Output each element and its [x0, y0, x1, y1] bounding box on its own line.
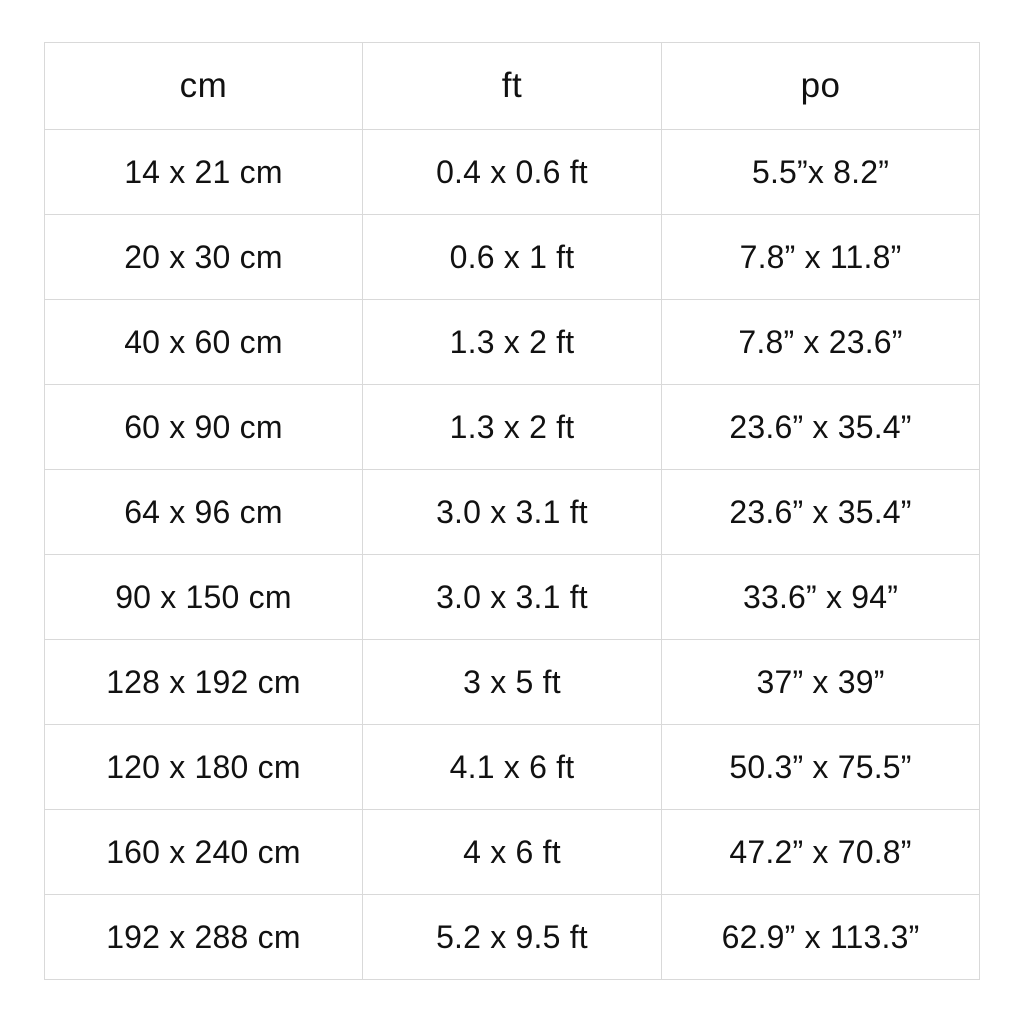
cell-po: 37” x 39” — [662, 640, 980, 725]
column-header-cm: cm — [45, 43, 363, 130]
cell-po: 62.9” x 113.3” — [662, 895, 980, 980]
cell-ft: 1.3 x 2 ft — [362, 385, 661, 470]
cell-po: 7.8” x 11.8” — [662, 215, 980, 300]
cell-cm: 40 x 60 cm — [45, 300, 363, 385]
table-row — [45, 640, 980, 725]
cell-ft: 0.4 x 0.6 ft — [362, 130, 661, 215]
table-row — [45, 300, 980, 385]
table-body — [45, 130, 980, 980]
cell-cm: 128 x 192 cm — [45, 640, 363, 725]
cell-cm: 90 x 150 cm — [45, 555, 363, 640]
cell-cm: 192 x 288 cm — [45, 895, 363, 980]
cell-po: 50.3” x 75.5” — [662, 725, 980, 810]
table-row — [45, 470, 980, 555]
cell-cm: 60 x 90 cm — [45, 385, 363, 470]
cell-po: 23.6” x 35.4” — [662, 470, 980, 555]
cell-po: 23.6” x 35.4” — [662, 385, 980, 470]
table-row — [45, 895, 980, 980]
cell-po: 5.5”x 8.2” — [662, 130, 980, 215]
cell-ft: 0.6 x 1 ft — [362, 215, 661, 300]
cell-po: 7.8” x 23.6” — [662, 300, 980, 385]
column-header-ft: ft — [362, 43, 661, 130]
table-row — [45, 385, 980, 470]
table-row — [45, 555, 980, 640]
table-row — [45, 130, 980, 215]
size-conversion-table-container — [44, 42, 980, 976]
cell-ft: 1.3 x 2 ft — [362, 300, 661, 385]
cell-po: 47.2” x 70.8” — [662, 810, 980, 895]
size-conversion-table — [44, 42, 980, 980]
column-header-po: po — [662, 43, 980, 130]
cell-ft: 3 x 5 ft — [362, 640, 661, 725]
cell-ft: 3.0 x 3.1 ft — [362, 555, 661, 640]
cell-ft: 4.1 x 6 ft — [362, 725, 661, 810]
cell-cm: 160 x 240 cm — [45, 810, 363, 895]
table-row — [45, 810, 980, 895]
cell-cm: 64 x 96 cm — [45, 470, 363, 555]
cell-po: 33.6” x 94” — [662, 555, 980, 640]
cell-ft: 4 x 6 ft — [362, 810, 661, 895]
cell-cm: 20 x 30 cm — [45, 215, 363, 300]
table-row — [45, 725, 980, 810]
cell-ft: 3.0 x 3.1 ft — [362, 470, 661, 555]
cell-ft: 5.2 x 9.5 ft — [362, 895, 661, 980]
table-row — [45, 215, 980, 300]
cell-cm: 14 x 21 cm — [45, 130, 363, 215]
cell-cm: 120 x 180 cm — [45, 725, 363, 810]
table-header — [45, 43, 980, 130]
table-header-row — [45, 43, 980, 130]
